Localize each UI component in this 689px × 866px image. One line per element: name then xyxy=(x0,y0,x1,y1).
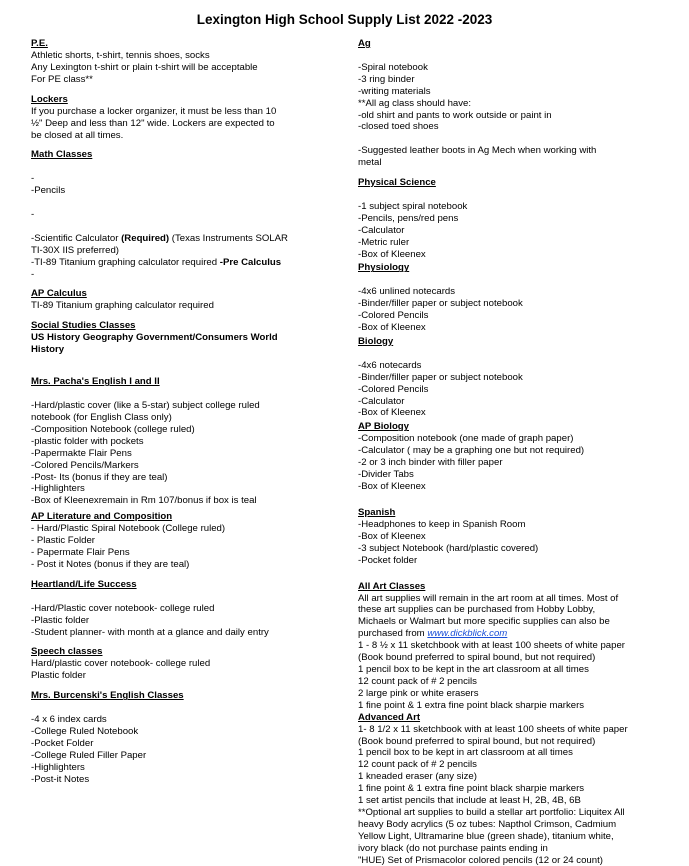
section-social-studies-classes xyxy=(31,320,331,356)
list-item: -Suggested leather boots in Ag Mech when working with xyxy=(358,145,597,157)
list-item: -4x6 notecards xyxy=(358,359,422,371)
list-item xyxy=(358,133,658,145)
section-heading: Heartland/Life Success xyxy=(31,578,137,590)
section-heading: AP Literature and Composition xyxy=(31,511,173,523)
list-item: -Binder/filler paper or subject notebook xyxy=(358,298,523,310)
section-heading: Ag xyxy=(358,38,371,49)
list-item: -Composition notebook (one made of graph paper) xyxy=(358,433,574,445)
section-ap-biology xyxy=(358,421,658,493)
list-item: US History Geography Government/Consumers World xyxy=(31,332,278,344)
list-item: -Colored Pencils/Markers xyxy=(31,459,139,471)
list-item: metal xyxy=(358,157,382,169)
section-heading: Social Studies Classes xyxy=(31,320,136,332)
section-physical-science xyxy=(358,177,658,260)
list-item: 1 fine point & 1 extra fine point black sharpie markers xyxy=(358,783,585,795)
list-item: - Post it Notes (bonus if they are teal) xyxy=(31,558,190,570)
list-item: notebook (for English Class only) xyxy=(31,411,172,423)
list-item: **Optional art supplies to build a stellar art portfolio: Liquitex All xyxy=(358,806,625,818)
list-item xyxy=(31,591,331,603)
section-speech-classes xyxy=(31,646,331,682)
list-item: -Spiral notebook xyxy=(358,61,428,73)
list-item: -Highlighters xyxy=(31,483,85,495)
list-item: -1 subject spiral notebook xyxy=(358,200,468,212)
section-heading: Biology xyxy=(358,335,394,347)
section-mrs-burcenski-s-english-classes xyxy=(31,690,331,785)
list-item: -Plastic folder xyxy=(31,614,90,626)
list-item: If you purchase a locker organizer, it must be less than 10 xyxy=(31,105,277,117)
document-title: Lexington High School Supply List 2022 -2023 xyxy=(196,12,493,27)
list-item: ivory black (do not purchase paints ending in xyxy=(358,842,548,854)
list-item: -3 ring binder xyxy=(358,73,415,85)
list-item: -Box of Kleenex xyxy=(358,481,426,493)
section-heading: P.E. xyxy=(31,38,48,49)
section-ag xyxy=(358,38,658,169)
section-heading: Mrs. Pacha's English I and II xyxy=(31,376,160,388)
list-item: -Colored Pencils xyxy=(358,310,429,322)
section-all-art-classes xyxy=(358,581,658,712)
list-item: "HUE) Set of Prismacolor colored pencils (12 or 24 count) xyxy=(358,854,603,866)
list-item: -2 or 3 inch binder with filler paper xyxy=(358,457,503,469)
list-item: Any Lexington t-shirt or plain t-shirt will be acceptable xyxy=(31,61,258,73)
list-item xyxy=(31,388,331,400)
left-column xyxy=(31,38,331,786)
list-item: - xyxy=(31,268,35,280)
list-item: TI-89 Titanium graphing calculator required xyxy=(31,300,214,312)
list-item: -4 x 6 index cards xyxy=(31,714,107,726)
list-item: - Papermate Flair Pens xyxy=(31,547,130,559)
list-item: -plastic folder with pockets xyxy=(31,435,144,447)
list-item xyxy=(358,189,658,201)
list-item: -Hard/plastic cover (like a 5-star) subject college ruled xyxy=(31,400,260,412)
list-item: 12 count pack of # 2 pencils xyxy=(358,675,477,687)
list-item xyxy=(31,221,331,233)
list-item: 1- 8 1/2 x 11 sketchbook with at least 100 sheets of white paper xyxy=(358,723,628,735)
emphasis-text: (Required) xyxy=(121,232,170,244)
list-item: ½" Deep and less than 12" wide. Lockers are expected to xyxy=(31,117,275,129)
list-item: - xyxy=(31,173,35,185)
list-item: (Book bound preferred to spiral bound, but not required) xyxy=(358,652,596,664)
list-item: -Post-it Notes xyxy=(31,773,90,785)
section-heading: Mrs. Burcenski's English Classes xyxy=(31,690,184,702)
list-item: 1 pencil box to be kept in the art classroom at all times xyxy=(358,663,589,675)
list-item: -writing materials xyxy=(358,85,431,97)
list-item: Michaels or Walmart but more specific supplies can also be xyxy=(358,616,610,628)
section-heading: AP Biology xyxy=(358,421,409,433)
list-item: - Plastic Folder xyxy=(31,535,95,547)
list-item: 1 fine point & 1 extra fine point black sharpie markers xyxy=(358,699,585,711)
list-item: -Box of Kleenex xyxy=(358,530,426,542)
list-item: -Pencils xyxy=(31,185,66,197)
section-heading: Physical Science xyxy=(358,177,436,189)
list-item: Athletic shorts, t-shirt, tennis shoes, socks xyxy=(31,50,210,61)
list-item: -Colored Pencils xyxy=(358,383,429,395)
list-item: -TI-89 Titanium graphing calculator required -Pre Calculus xyxy=(31,256,282,268)
list-item: -Calculator xyxy=(358,224,405,236)
list-item: -old shirt and pants to work outside or paint in xyxy=(358,109,552,121)
list-item: **All ag class should have: xyxy=(358,97,472,109)
list-item: -Box of Kleenexremain in Rm 107/bonus if box is teal xyxy=(31,495,257,507)
section-heading: Physiology xyxy=(358,262,410,274)
list-item xyxy=(31,702,331,714)
section-math-classes xyxy=(31,149,331,280)
list-item: -Calculator ( may be a graphing one but not required) xyxy=(358,445,585,457)
emphasis-text: -Pre Calculus xyxy=(219,256,282,268)
section-spanish xyxy=(358,507,658,567)
list-item: 1 - 8 ½ x 11 sketchbook with at least 100 sheets of white paper xyxy=(358,640,626,652)
list-item: -Box of Kleenex xyxy=(358,322,426,334)
section-physiology xyxy=(358,262,658,334)
list-item: -Pocket Folder xyxy=(31,737,94,749)
list-item: 1 set artist pencils that include at least H, 2B, 4B, 6B xyxy=(358,795,581,807)
list-item: Plastic folder xyxy=(31,670,86,682)
list-item xyxy=(358,348,658,360)
section-heading: Lockers xyxy=(31,93,68,105)
section-heartland-life-success xyxy=(31,579,331,639)
section-ap-calculus xyxy=(31,288,331,312)
right-column xyxy=(358,38,658,866)
section-heading: All Art Classes xyxy=(358,580,426,592)
list-item: -College Ruled Notebook xyxy=(31,726,139,738)
list-item: All art supplies will remain in the art room at all times. Most of xyxy=(358,592,619,604)
list-item: -Binder/filler paper or subject notebook xyxy=(358,371,523,383)
section-heading: Speech classes xyxy=(31,646,103,658)
list-item: purchased from www.dickblick.com xyxy=(358,628,508,640)
list-item: -Composition Notebook (college ruled) xyxy=(31,423,195,435)
list-item: Hard/plastic cover notebook- college ruled xyxy=(31,658,211,670)
list-item: -College Ruled Filler Paper xyxy=(31,749,147,761)
list-item: heavy Body acrylics (5 oz tubes: Napthol Crimson, Cadmium xyxy=(358,818,617,830)
list-item: -Metric ruler xyxy=(358,236,410,248)
list-item xyxy=(31,197,331,209)
section-advanced-art xyxy=(358,712,658,866)
list-item: -3 subject Notebook (hard/plastic covered) xyxy=(358,542,539,554)
list-item: Yellow Light, Ultramarine blue (green shade), titanium white, xyxy=(358,830,614,842)
dickblick-link[interactable]: www.dickblick.com xyxy=(427,628,508,640)
list-item: (Book bound preferred to spiral bound, but not required) xyxy=(358,735,596,747)
list-item: -Hard/Plastic cover notebook- college ruled xyxy=(31,602,215,614)
section-ap-literature-and-composition xyxy=(31,511,331,571)
list-item: -4x6 unlined notecards xyxy=(358,286,456,298)
list-item: TI-30X IIS preferred) xyxy=(31,244,119,256)
section-mrs-pacha-s-english-i-and-ii xyxy=(31,376,331,507)
section-heading: AP Calculus xyxy=(31,288,87,300)
list-item xyxy=(358,50,658,62)
list-item: -closed toed shoes xyxy=(358,121,439,133)
section-heading: Math Classes xyxy=(31,149,93,161)
list-item xyxy=(358,274,658,286)
list-item: 1 kneaded eraser (any size) xyxy=(358,771,477,783)
list-item: History xyxy=(31,344,65,356)
list-item: -Scientific Calculator (Required) (Texas Instruments SOLAR xyxy=(31,232,288,244)
list-item: -Highlighters xyxy=(31,761,85,773)
list-item: be closed at all times. xyxy=(31,129,124,141)
list-item xyxy=(31,161,331,173)
section-heading: Advanced Art xyxy=(358,711,421,723)
list-item: -Calculator xyxy=(358,395,405,407)
section-lockers xyxy=(31,94,331,142)
list-item: -Papermakte Flair Pens xyxy=(31,447,132,459)
list-item: For PE class** xyxy=(31,73,93,85)
list-item: -Pocket folder xyxy=(358,554,418,566)
list-item: - Hard/Plastic Spiral Notebook (College ruled) xyxy=(31,523,226,535)
list-item: 1 pencil box to be kept in art classroom at all times xyxy=(358,747,573,759)
list-item: -Box of Kleenex xyxy=(358,248,426,260)
list-item: -Student planner- with month at a glance and daily entry xyxy=(31,626,269,638)
section-heading: Spanish xyxy=(358,506,396,518)
list-item: - xyxy=(31,209,35,221)
list-item: -Box of Kleenex xyxy=(358,407,426,419)
list-item: these art supplies can be purchased from Hobby Lobby, xyxy=(358,604,596,616)
list-item: -Pencils, pens/red pens xyxy=(358,212,459,224)
list-item: 12 count pack of # 2 pencils xyxy=(358,759,477,771)
section-p-e xyxy=(31,38,331,86)
section-biology xyxy=(358,336,658,419)
list-item: -Post- Its (bonus if they are teal) xyxy=(31,471,168,483)
list-item: -Headphones to keep in Spanish Room xyxy=(358,518,526,530)
list-item: -Divider Tabs xyxy=(358,469,414,481)
list-item: 2 large pink or white erasers xyxy=(358,687,479,699)
